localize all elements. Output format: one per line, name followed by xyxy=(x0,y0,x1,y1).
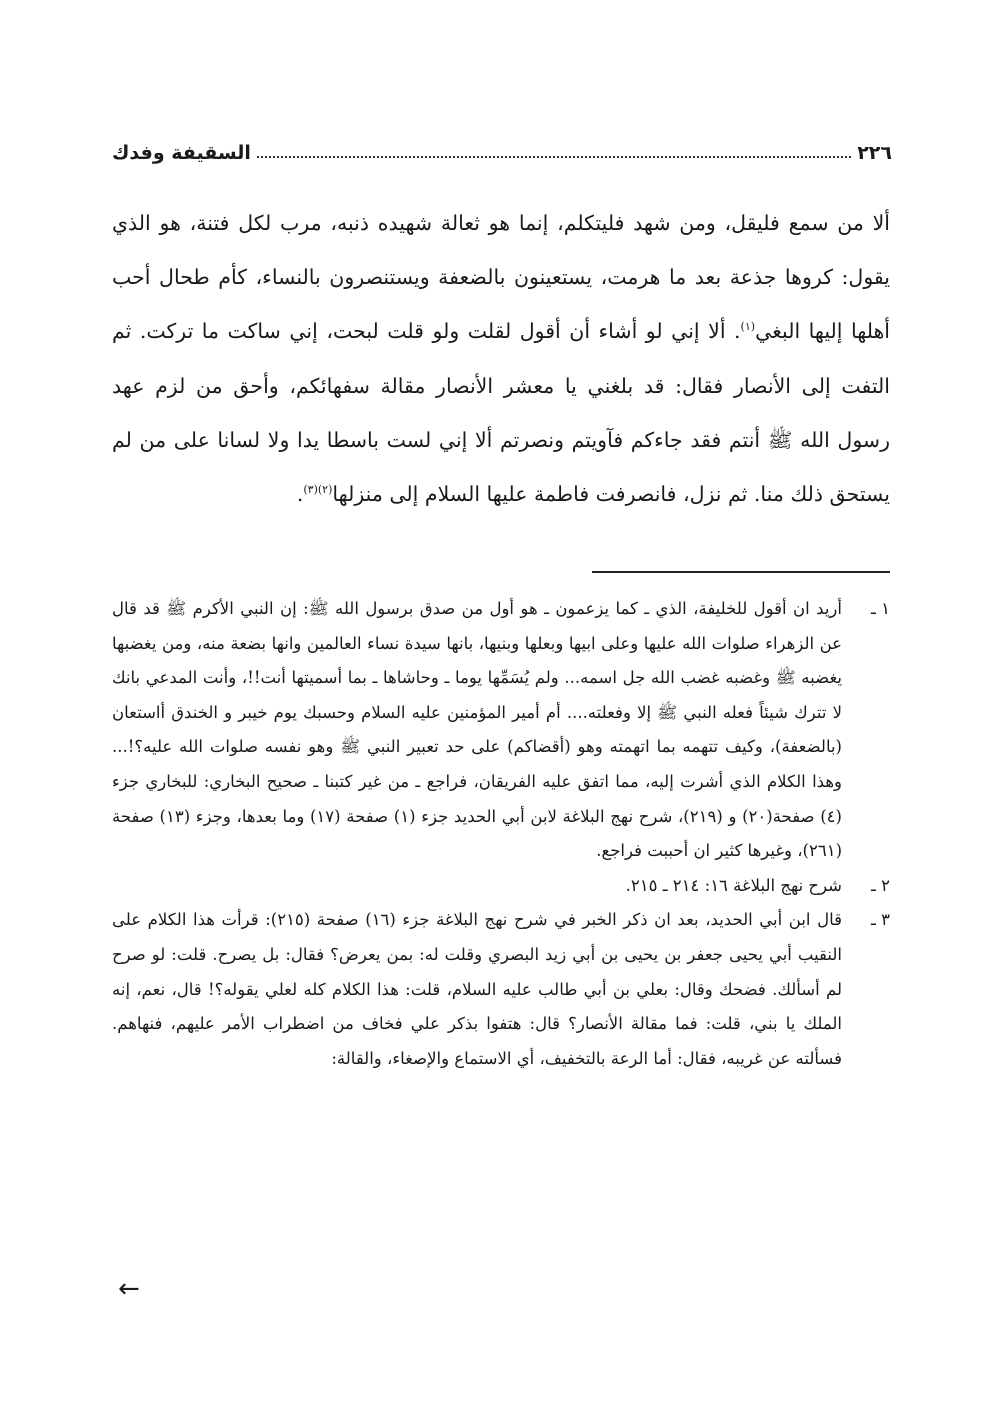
main-paragraph xyxy=(112,196,890,521)
footnote-ref-1: (١) xyxy=(740,320,756,334)
footnote xyxy=(112,592,890,869)
footnote-number: ١ ـ xyxy=(871,599,890,618)
footnote-separator xyxy=(592,571,890,573)
footnote-text: شرح نهج البلاغة ١٦: ٢١٤ ـ ٢١٥. xyxy=(625,875,842,895)
main-text xyxy=(112,196,890,521)
main-paragraph-text-cont: . ألا إني لو أشاء أن أقول لقلت ولو قلت لبحت، إني ساكت ما تركت. ثم التفت إلى الأنصار فقال: قد بلغني يا معشر الأنصار مقالة سفهائكم، وأحق من لزم عهد رسول الله ﷺ أنتم فقد جاءكم فآويتم ونصرتم ألا إني لست باسطا يدا ولا لسانا على من لم يستحق ذلك منا. ثم نزل، فانصرفت فاطمة عليها السلام إلى منزلها xyxy=(112,319,890,507)
footnote-text: أريد ان أقول للخليفة، الذي ـ كما يزعمون ـ هو أول من صدق برسول الله ﷺ: إن النبي الأكرم ﷺ قد قال عن الزهراء صلوات الله عليها وعلى ابيها وبعلها وبنيها، بانها سيدة نساء العالمين وانها بضعة منه، ومن يغضبها يغضبه ﷺ وغضبه غضب الله جل اسمه... ولم يُسَمِّها يوما ـ وحاشاها ـ بما أسميتها أنت!!، وأنت المدعي بانك لا تترك شيئاً فعله النبي ﷺ إلا وفعلته.... أم أمير المؤمنين عليه السلام وحسبك يوم خيبر و الخندق أاستعان (بالضعفة)، وكيف تتهمه بما اتهمته وهو (أقضاكم) على حد تعبير النبي ﷺ وهو نفسه صلوات الله عليه؟!... وهذا الكلام الذي أشرت إليه، مما اتفق عليه الفريقان، فراجع ـ من غير كتبنا ـ صحيح البخاري: للبخاري جزء (٤) صفحة(٢٠) و (٢١٩)، شرح نهج البلاغة لابن أبي الحديد جزء (١) صفحة (١٧) وما بعدها، وجزء (١٣) صفحة (٢٦١)، وغيرها كثير ان أحببت فراجع. xyxy=(112,599,842,861)
footnote-number: ٣ ـ xyxy=(871,910,890,930)
header-dotted-leader xyxy=(257,156,851,158)
footnote-ref-2-3: (٢)(٣) xyxy=(303,483,333,497)
continuation-arrow-icon: ← xyxy=(118,1274,140,1304)
main-paragraph-text: ألا من سمع فليقل، ومن شهد فليتكلم، إنما هو ثعالة شهيده ذنبه، مرب لكل فتنة، هو الذي يقول: كروها جذعة بعد ما هرمت، يستعينون بالضعفة ويستنصرون بالنساء، كأم طحال أحب أهلها إليها البغي xyxy=(112,211,890,344)
footnotes xyxy=(112,592,890,1076)
book-title: السقيفة وفدك xyxy=(112,142,251,164)
footnote xyxy=(112,869,890,904)
running-header xyxy=(112,130,892,164)
footnote-number: ٢ ـ xyxy=(871,875,890,895)
footnote xyxy=(112,903,890,1076)
main-paragraph-end: . xyxy=(296,482,304,507)
page-number: ٢٢٦ xyxy=(857,142,892,164)
footnote-text: قال ابن أبي الحديد، بعد ان ذكر الخبر في شرح نهج البلاغة جزء (١٦) صفحة (٢١٥): قرأت هذا الكلام على النقيب أبي يحيى جعفر بن يحيى بن أبي زيد البصري وقلت له: بمن يعرض؟ فقال: بل يصرح. قلت: لو صرح لم أسألك. فضحك وقال: بعلي بن أبي طالب عليه السلام، قلت: هذا الكلام كله لعلي يقوله؟! قال، نعم، إنه الملك يا بني، قلت: فما مقالة الأنصار؟ قال: هتفوا بذكر علي فخاف من اضطراب الأمر عليهم، فنهاهم. فسألته عن غريبه، فقال: أما الرعة بالتخفيف، أي الاستماع والإصغاء، والقالة: xyxy=(112,910,842,1068)
